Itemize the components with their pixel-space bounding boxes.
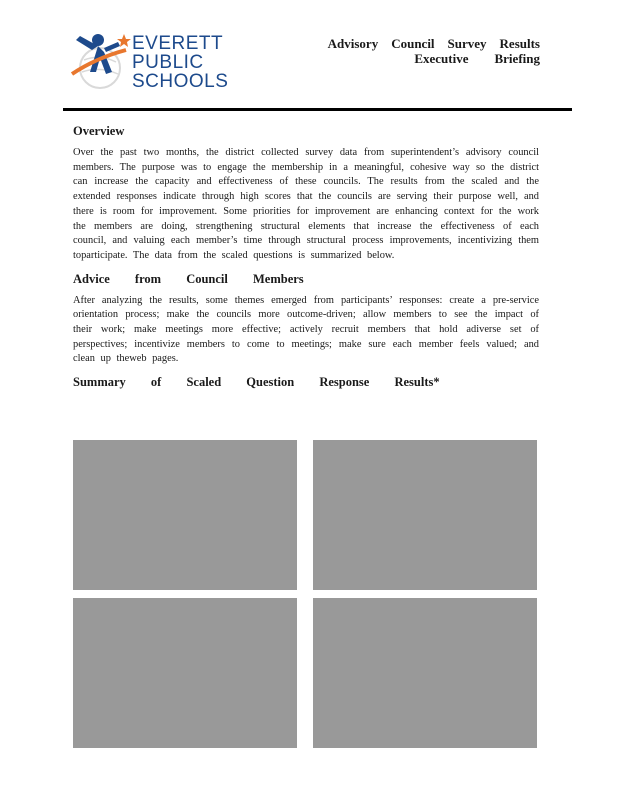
chart-placeholder (73, 440, 297, 590)
header-divider (63, 108, 572, 111)
logo-figure-icon (70, 28, 132, 94)
logo-line-2: PUBLIC (132, 52, 204, 73)
chart-placeholder-grid (73, 440, 537, 748)
overview-paragraph: Over the past two months, the district collected survey data from superintendent’s advisory council members. The purpose was to engage the membership in a meaningful, cohesive way so the district can increase the capacity and effectiveness of these councils. The results from the scaled and the extended responses indicate through high scores that the councils are serving their purpose well, and there is room for improvement. Some priorities for improvement are enhancing context for the work the members are doing, strengthening structural elements that increase the effectiveness of each council, and valuing each member’s time through structural process improvements, incentivizing them toparticipate. The data from the scaled questions is summarized below. (73, 147, 539, 261)
main-content (73, 124, 539, 397)
summary-heading: Summary of Scaled Question Response Results* (73, 375, 440, 390)
chart-placeholder (313, 598, 537, 748)
title-line-1: Advisory Council Survey Results (327, 36, 540, 51)
logo-wordmark (132, 34, 228, 91)
overview-heading: Overview (73, 124, 125, 138)
advice-heading: Advice from Council Members (73, 271, 304, 286)
chart-placeholder (313, 440, 537, 590)
document-title (328, 36, 540, 66)
logo-line-1: EVERETT (132, 33, 224, 54)
title-line-2: Executive Briefing (414, 51, 540, 66)
logo-line-3: SCHOOLS (132, 71, 229, 92)
district-logo (70, 26, 240, 96)
chart-placeholder (73, 598, 297, 748)
advice-paragraph: After analyzing the results, some themes emerged from participants’ responses: create a pre-service orientation process; make the councils more outcome-driven; allow members to see the impact of their work; make meetings more effective; actively recruit members that hold adiverse set of perspectives; incentivize members to come to meetings; make sure each member feels valued; and clean up theweb pages. (73, 294, 539, 365)
